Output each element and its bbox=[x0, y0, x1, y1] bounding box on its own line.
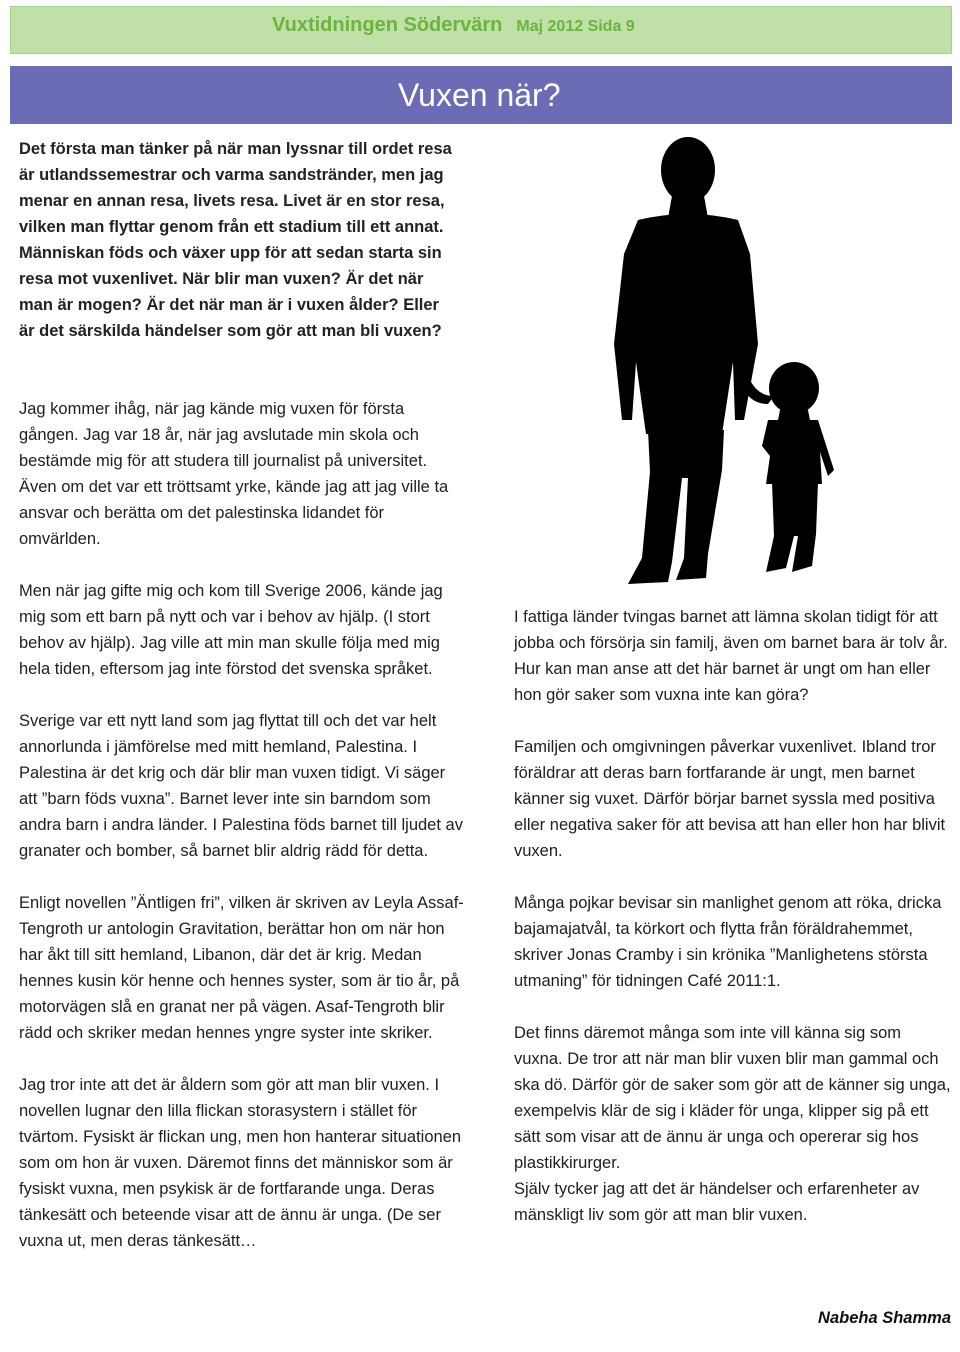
left-column-lower bbox=[19, 578, 467, 1254]
body-paragraph: I fattiga länder tvingas barnet att lämna skolan tidigt för att jobba och försörja sin familj, även om barnet bara är tolv år. Hur kan man anse att det här barnet är ungt om han eller hon gör saker som vuxna inte kan göra? bbox=[514, 608, 948, 704]
body-paragraph: Själv tycker jag att det är händelser och erfarenheter av mänskligt liv som gör att man blir vuxen. bbox=[514, 1180, 920, 1224]
body-paragraph: Jag kommer ihåg, när jag kände mig vuxen för första gången. Jag var 18 år, när jag avslutade min skola och bestämde mig för att studera till journalist på universitet. Även om det var ett tröttsamt yrke, kände jag att jag ville ta ansvar och berätta om det palestinska lidandet för omvärlden. bbox=[19, 400, 449, 548]
adult-and-child-silhouette-icon bbox=[572, 134, 872, 594]
silhouette-shapes bbox=[614, 137, 834, 584]
article-intro: Det första man tänker på när man lyssnar till ordet resa är utlandssemestrar och varma sandstränder, men jag menar en annan resa, livets resa. Livet är en stor resa, vilken man flyttar genom från ett stadium till ett annat. Människan föds och växer upp för att sedan starta sin resa mot vuxenlivet. När blir man vuxen? Är det när man är mogen? Är det när man är i vuxen ålder? Eller är det särskilda händelser som gör att man bli vuxen? bbox=[19, 140, 452, 340]
body-paragraph: Familjen och omgivningen påverkar vuxenlivet. Ibland tror föräldrar att deras barn fortfarande är ungt, men barnet känner sig vuxet. Därför börjar barnet syssla med positiva eller negativa saker för att bevisa att han eller hon har blivit vuxen. bbox=[514, 738, 946, 860]
newspaper-masthead bbox=[272, 14, 635, 37]
body-paragraph: Enligt novellen ”Äntligen fri”, vilken är skriven av Leyla Assaf-Tengroth ur antologin Gravitation, berättar hon om när hon har åkt till sitt hemland, Libanon, där det är krig. Medan hennes kusin kör henne och hennes syster, som är tio år, på motorvägen slå en granat ner på vägen. Asaf-Tengroth blir rädd och skriker medan hennes yngre syster inte skriker. bbox=[19, 894, 464, 1042]
right-column bbox=[514, 604, 954, 1228]
body-paragraph: Men när jag gifte mig och kom till Sverige 2006, kände jag mig som ett barn på nytt och var i behov av hjälp. (I stort behov av hjälp). Jag ville att min man skulle följa med mig hela tiden, eftersom jag inte förstod det svenska språket. bbox=[19, 582, 443, 678]
newspaper-name: Vuxtidningen Södervärn bbox=[272, 14, 503, 36]
left-column-upper bbox=[19, 396, 467, 552]
body-paragraph: Det finns däremot många som inte vill känna sig som vuxna. De tror att när man blir vuxen blir man gammal och ska dö. Därför gör de saker som gör att de känner sig unga, exempelvis klär de sig i kläder för unga, klipper sig på ett sätt som visar att de ännu är unga och opererar sig hos plastikkirurger. bbox=[514, 1024, 951, 1172]
article-title: Vuxen när? bbox=[398, 77, 561, 113]
body-paragraph: Jag tror inte att det är åldern som gör att man blir vuxen. I novellen lugnar den lilla flickan storasystern i stället för tvärtom. Fysiskt är flickan ung, men hon hanterar situationen som om hon är vuxen. Däremot finns det människor som är fysiskt vuxna, men psykisk är de fortfarande unga. Deras tänkesätt och beteende visar att de ännu är unga. (De ser vuxna ut, men deras tänkesätt… bbox=[19, 1076, 462, 1250]
article-author: Nabeha Shamma bbox=[818, 1309, 951, 1327]
issue-info: Maj 2012 Sida 9 bbox=[516, 18, 635, 35]
body-paragraph: Många pojkar bevisar sin manlighet genom att röka, dricka bajamajatvål, ta körkort och flytta från föräldrahemmet, skriver Jonas Cramby i sin krönika ”Manlighetens största utmaning” för tidningen Café 2011:1. bbox=[514, 894, 942, 990]
body-paragraph: Sverige var ett nytt land som jag flyttat till och det var helt annorlunda i jämförelse med mitt hemland, Palestina. I Palestina är det krig och där blir man vuxen tidigt. Vi säger att ”barn föds vuxna”. Barnet lever inte sin barndom som andra barn i andra länder. I Palestina föds barnet till ljudet av granater och bomber, så barnet blir aldrig rädd för detta. bbox=[19, 712, 463, 860]
